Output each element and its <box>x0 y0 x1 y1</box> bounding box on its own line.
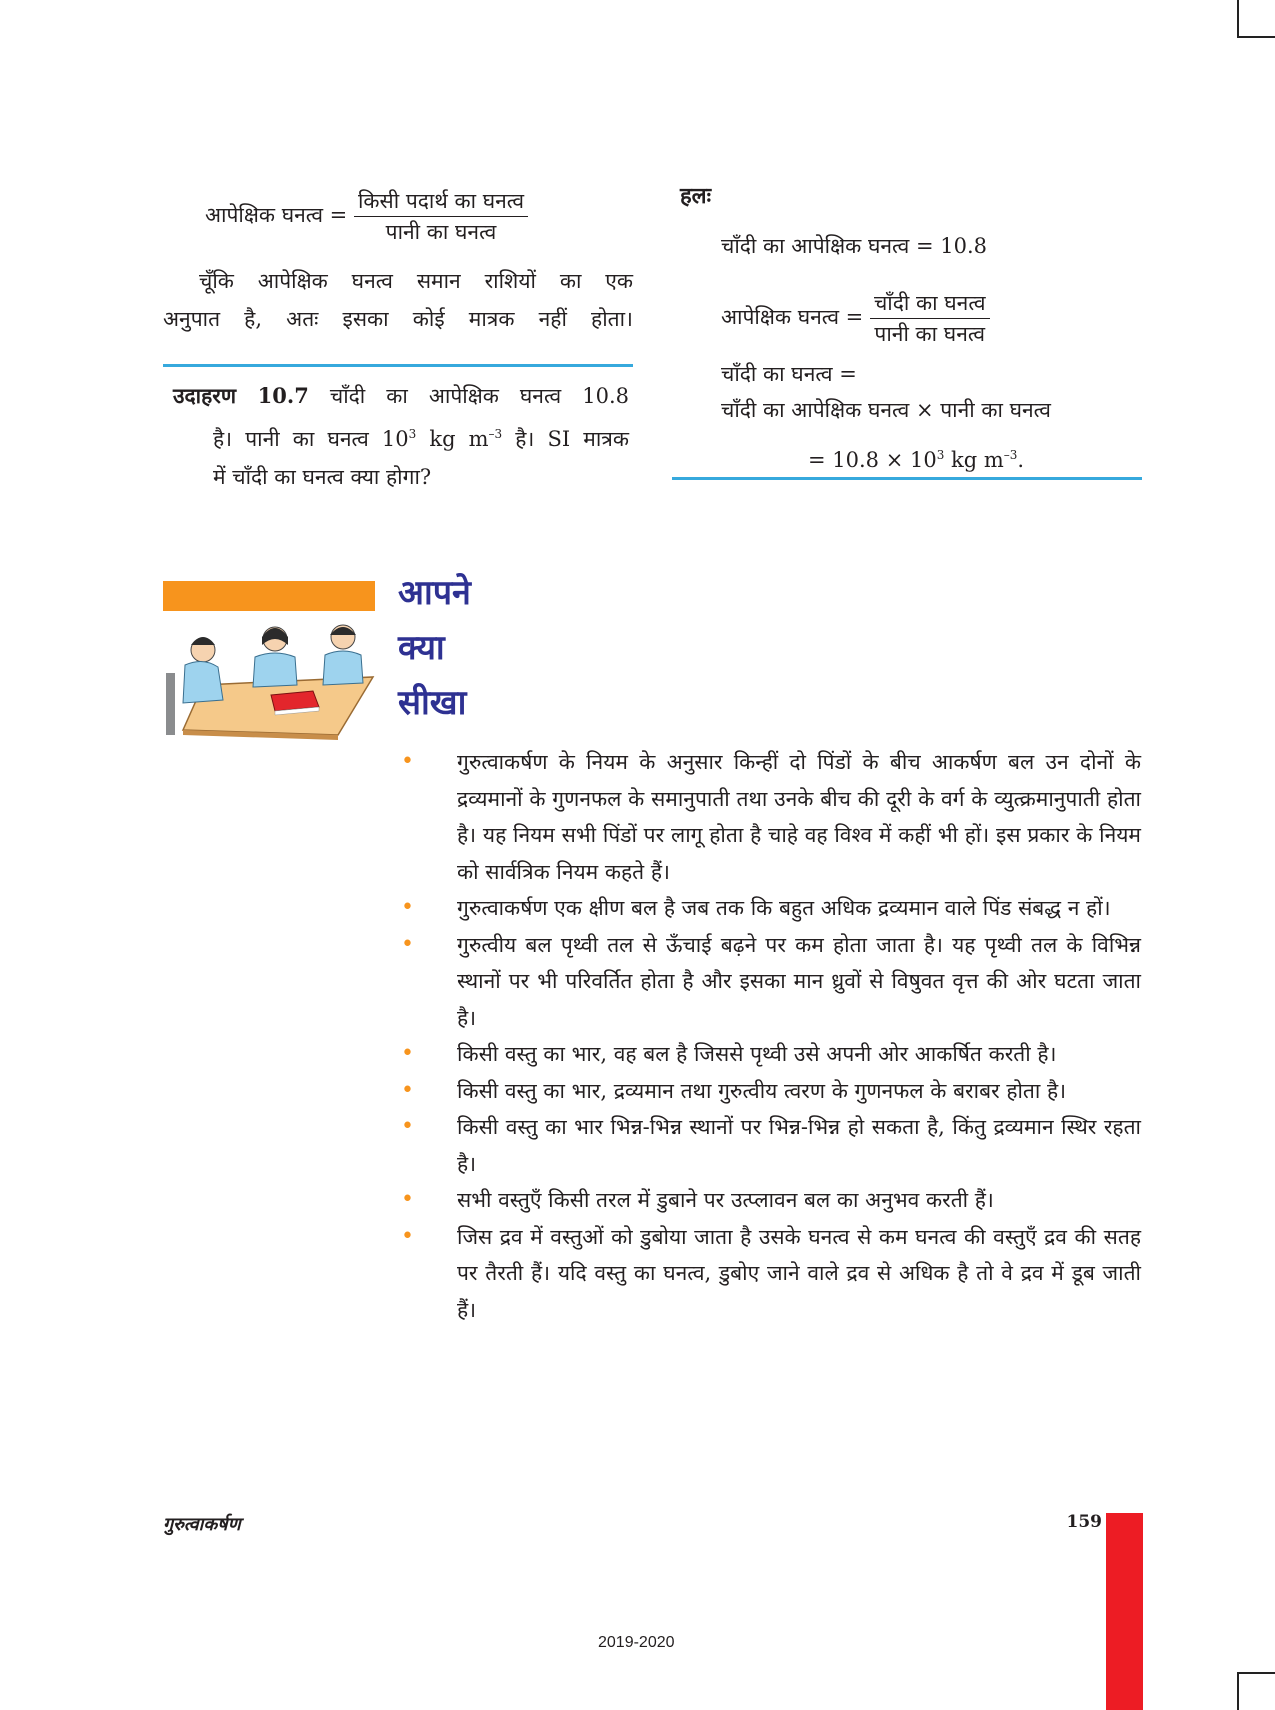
summary-bullet-8: • जिस द्रव में वस्तुओं को डुबोया जाता है उसके घनत्व से कम घनत्व की वस्तुएँ द्रव की सतह पर तैरती हैं। यदि वस्तु का घनत्व, डुबोए जाने वाले द्रव से अधिक है तो वे द्रव में डूब जाती हैं। <box>457 1219 1141 1329</box>
summary-heading-line-2: क्या <box>398 628 445 668</box>
solution-denominator: पानी का घनत्व <box>874 322 986 346</box>
bullet-dot-icon: • <box>401 1114 414 1139</box>
unitless-note <box>163 262 633 338</box>
summary-bullet-4: • किसी वस्तु का भार, वह बल है जिससे पृथ्वी उसे अपनी ओर आकर्षित करती है। <box>457 1036 1141 1073</box>
formula-lhs: आपेक्षिक घनत्व = <box>205 203 348 227</box>
summary-bullet-2: • गुरुत्वाकर्षण एक क्षीण बल है जब तक कि बहुत अधिक द्रव्यमान वाले पिंड संबद्ध न हों। <box>457 890 1141 927</box>
section-orange-bar <box>163 581 375 611</box>
summary-heading <box>398 566 471 731</box>
bullet-dot-icon: • <box>401 1187 414 1212</box>
solution-numerator: चाँदी का घनत्व <box>870 288 990 319</box>
note-line-2: अनुपात है, अतः इसका कोई मात्रक नहीं होता। <box>163 307 633 331</box>
page-number: 159 <box>1066 1512 1102 1532</box>
note-line-1: चूँकि आपेक्षिक घनत्व समान राशियों का एक <box>199 269 633 293</box>
relative-density-formula <box>205 186 528 247</box>
chapter-title-footer: गुरुत्वाकर्षण <box>163 1514 241 1535</box>
divider-rule-right <box>672 477 1142 480</box>
summary-bullet-6: • किसी वस्तु का भार भिन्न-भिन्न स्थानों पर भिन्न-भिन्न हो सकता है, किंतु द्रव्यमान स्थिर रहता है। <box>457 1109 1141 1182</box>
bullet-dot-icon: • <box>401 1223 414 1249</box>
bullet-dot-icon: • <box>401 749 414 774</box>
summary-bullet-1: • गुरुत्वाकर्षण के नियम के अनुसार किन्हीं दो पिंडों के बीच आकर्षण बल उन दोनों के द्रव्यमानों के गुणनफल के समानुपाती तथा उनके बीच की दूरी के वर्ग के व्युत्क्रमानुपाती होता है। यह नियम सभी पिंडों पर लागू होता है चाहे वह विश्व में कहीं भी हों। इस प्रकार के नियम को सार्वत्रिक नियम कहते हैं। <box>457 744 1141 890</box>
summary-bullet-list <box>401 744 1141 1328</box>
summary-bullet-5: • किसी वस्तु का भार, द्रव्यमान तथा गुरुत्वीय त्वरण के गुणनफल के बराबर होता है। <box>457 1073 1141 1110</box>
example-label: उदाहरण 10.7 <box>173 383 309 408</box>
crop-mark-top <box>1237 0 1275 38</box>
summary-heading-line-3: सीखा <box>398 683 467 723</box>
solution-line-4: चाँदी का आपेक्षिक घनत्व × पानी का घनत्व <box>721 398 1051 422</box>
page-edge-red-bar <box>1106 1513 1143 1710</box>
summary-heading-line-1: आपने <box>398 573 471 613</box>
solution-result: = $10.8 \times 10^3$ kg $m^{-3}$. <box>808 448 1025 472</box>
session-year: 2019-2020 <box>598 1634 675 1651</box>
solution-line-1: चाँदी का आपेक्षिक घनत्व = 10.8 <box>721 234 987 258</box>
summary-bullet-7: • सभी वस्तुएँ किसी तरल में डुबाने पर उत्प्लावन बल का अनुभव करती हैं। <box>457 1182 1141 1219</box>
divider-rule-left <box>163 364 633 367</box>
formula-fraction <box>354 186 528 247</box>
example-line-2: है। पानी का घनत्व $10^3$ kg $m^{-3}$ है। SI मात्रक <box>213 427 629 451</box>
example-10-7 <box>173 377 629 496</box>
bullet-dot-icon: • <box>401 895 414 920</box>
crop-mark-bottom <box>1237 1672 1275 1710</box>
formula-numerator: किसी पदार्थ का घनत्व <box>354 186 528 217</box>
solution-formula <box>721 288 990 349</box>
students-illustration <box>163 615 383 740</box>
example-line-3: में चाँदी का घनत्व क्या होगा? <box>213 465 432 489</box>
bullet-dot-icon: • <box>401 1077 414 1103</box>
bullet-dot-icon: • <box>401 931 414 957</box>
bullet-dot-icon: • <box>401 1041 414 1066</box>
solution-fraction <box>870 288 990 349</box>
example-line-1: चाँदी का आपेक्षिक घनत्व 10.8 <box>329 384 629 408</box>
solution-line-3: चाँदी का घनत्व = <box>721 362 857 386</box>
solution-formula-lhs: आपेक्षिक घनत्व = <box>721 305 864 329</box>
summary-bullet-3: • गुरुत्वीय बल पृथ्वी तल से ऊँचाई बढ़ने पर कम होता जाता है। यह पृथ्वी तल के विभिन्न स्थानों पर भी परिवर्तित होता है और इसका मान ध्रुवों से विषुवत वृत्त की ओर घटता जाता है। <box>457 927 1141 1037</box>
formula-denominator: पानी का घनत्व <box>385 220 497 244</box>
solution-heading: हलः <box>680 183 712 209</box>
